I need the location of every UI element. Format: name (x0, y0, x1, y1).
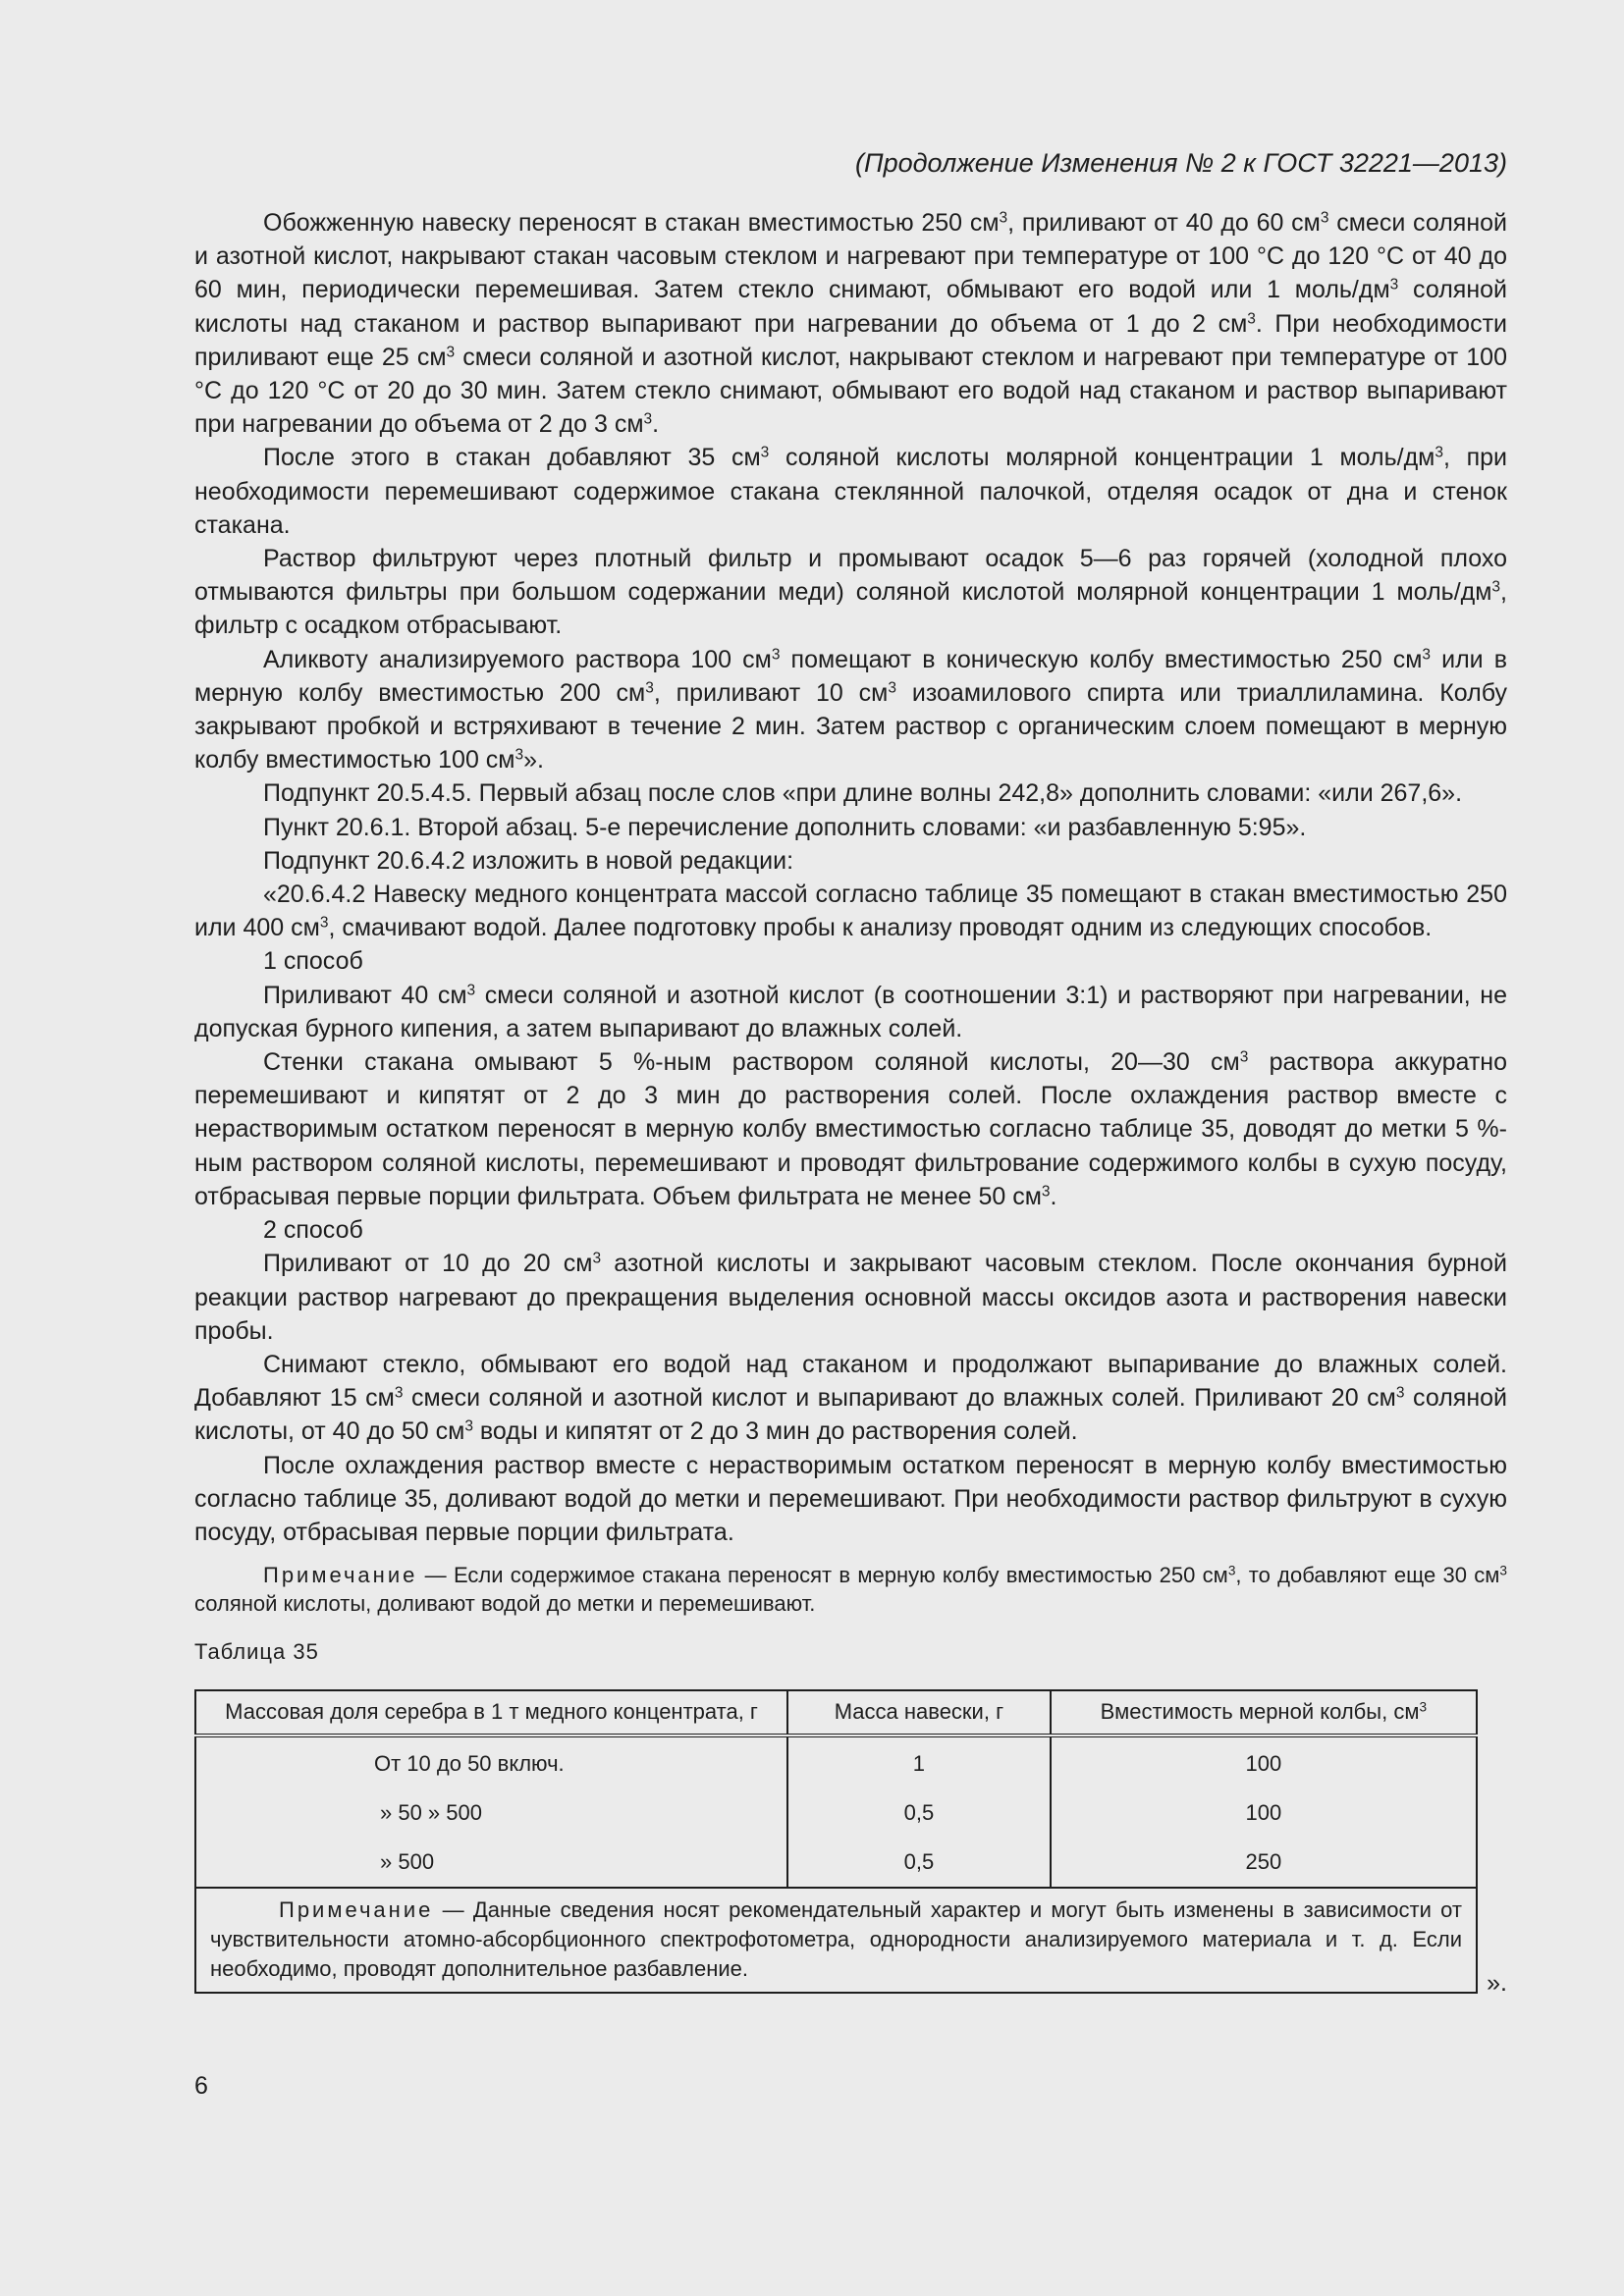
text-run: , приливают 10 см (653, 678, 889, 707)
superscript: 3 (1491, 578, 1501, 596)
text-run: соляной кислоты, от 40 до 50 см (194, 1384, 1507, 1446)
paragraph (194, 643, 1507, 777)
superscript: 3 (1041, 1183, 1051, 1201)
paragraph (194, 776, 1507, 810)
cell-sample-mass: 1 (787, 1735, 1051, 1789)
paragraph (194, 1449, 1507, 1550)
superscript: 3 (446, 344, 456, 361)
cell-flask-volume: 100 (1051, 1789, 1477, 1838)
text-run: Приливают 40 см (263, 981, 467, 1009)
table-wrapper (194, 1689, 1507, 1998)
text-run: 1 способ (263, 947, 363, 976)
text-run: . (1050, 1182, 1057, 1210)
text-run: Раствор фильтруют через плотный фильтр и промывают осадок 5—6 раз горячей (холодной плохо отмываются фильтры при большом содержании меди) соляной кислотой молярной концентрации 1 моль/дм (194, 545, 1507, 607)
paragraph (194, 1045, 1507, 1213)
superscript: 3 (394, 1384, 404, 1402)
superscript: 3 (760, 444, 770, 461)
superscript: 3 (1227, 1563, 1236, 1578)
text-run: , фильтр с осадком отбрасывают. (194, 578, 1507, 640)
cell-flask-volume: 100 (1051, 1735, 1477, 1789)
text-run: Аликвоту анализируемого раствора 100 см (263, 645, 772, 673)
header-flask-volume-text: Вместимость мерной колбы, см (1100, 1699, 1420, 1725)
text-run: После охлаждения раствор вместе с нерастворимым остатком переносят в мерную колбу вместимостью согласно таблице 35, доливают водой до метки и перемешивают. При необходимости раствор фильтруют в сухую посуду, отбрасывая первые порции фильтрата. (194, 1451, 1507, 1546)
superscript: 3 (466, 982, 476, 999)
paragraph (194, 979, 1507, 1045)
header-flask-volume (1051, 1690, 1477, 1735)
cell-flask-volume: 250 (1051, 1838, 1477, 1888)
text-run: помещают в коническую колбу вместимостью 250 см (780, 645, 1423, 673)
table-title: Таблица 35 (194, 1639, 319, 1665)
document-body (194, 206, 1507, 1998)
table-row (195, 1838, 1477, 1888)
table-35 (194, 1689, 1478, 1994)
table-row (195, 1735, 1477, 1789)
cell-silver-fraction: От 10 до 50 включ. (195, 1735, 787, 1789)
paragraphs (194, 206, 1507, 1549)
text-run: Подпункт 20.6.4.2 изложить в новой редакции: (263, 846, 794, 875)
superscript: 3 (464, 1417, 473, 1435)
cell-silver-fraction: » 50 » 500 (195, 1789, 787, 1838)
paragraph (194, 206, 1507, 441)
text-run: соляной кислоты, доливают водой до метки и перемешивают. (194, 1590, 816, 1616)
superscript: 3 (514, 746, 524, 764)
text-run: изоамилового спирта или триаллиламина. Колбу закрывают пробкой и встряхивают в течение 2 мин. Затем раствор с органическим слоем помещают в мерную колбу вместимостью 100 см (194, 678, 1507, 774)
text-run: Стенки стакана омывают 5 %-ным раствором соляной кислоты, 20—30 см (263, 1048, 1240, 1077)
text-run: смеси соляной и азотной кислот, накрывают стеклом и нагревают при температуре от 100 °С до 120 °С от 20 до 30 мин. Затем стекло снимают, обмывают его водой над стаканом и раствор выпаривают при нагревании до объема от 2 до 3 см (194, 343, 1507, 439)
table-row (195, 1789, 1477, 1838)
continuation-header: (Продолжение Изменения № 2 к ГОСТ 32221—2013) (855, 148, 1507, 178)
text-run: «20.6.4.2 Навеску медного концентрата массой согласно таблице 35 помещают в стакан вместимостью 250 или 400 см (194, 881, 1507, 942)
text-run: — Если содержимое стакана переносят в мерную колбу вместимостью 250 см (417, 1563, 1228, 1588)
paragraph (194, 542, 1507, 643)
superscript: 3 (592, 1250, 602, 1267)
superscript: 3 (1389, 276, 1399, 294)
superscript: 3 (1239, 1048, 1249, 1066)
text-run: Приливают от 10 до 20 см (263, 1250, 593, 1278)
table-header-row (195, 1690, 1477, 1735)
superscript: 3 (1320, 209, 1329, 227)
text-run: Подпункт 20.5.4.5. Первый абзац после слов «при длине волны 242,8» дополнить словами: «или 267,6». (263, 779, 1463, 808)
superscript: 3 (771, 646, 781, 664)
cell-sample-mass: 0,5 (787, 1789, 1051, 1838)
superscript: 3 (1422, 646, 1432, 664)
header-silver-fraction: Массовая доля серебра в 1 т медного концентрата, г (195, 1690, 787, 1735)
text-run: , то добавляют еще 30 см (1235, 1563, 1500, 1588)
text-run: воды и кипятят от 2 до 3 мин до растворения солей. (472, 1417, 1078, 1446)
paragraph (194, 844, 1507, 878)
paragraph (194, 944, 1507, 978)
superscript: 3 (1247, 310, 1256, 328)
table-note-row (195, 1888, 1477, 1993)
table-note (195, 1888, 1477, 1993)
text-run: , при необходимости перемешивают содержимое стакана стеклянной палочкой, отделяя осадок от дна и стенок стакана. (194, 444, 1507, 539)
superscript: 3 (1499, 1563, 1507, 1578)
text-run: , приливают от 40 до 60 см (1007, 209, 1321, 237)
text-run: , смачивают водой. Далее подготовку пробы к анализу проводят одним из следующих способов. (328, 914, 1433, 942)
paragraph (194, 441, 1507, 542)
text-run: Пункт 20.6.1. Второй абзац. 5-е перечисление дополнить словами: «и разбавленную 5:95». (263, 813, 1307, 841)
paragraph (194, 811, 1507, 844)
table-note-text: — Данные сведения носят рекомендательный характер и могут быть изменены в зависимости от чувствительности атомно-абсорбционного спектрофотометра, однородности анализируемого материала и т. д. Если необходимо, проводят дополнительное разбавление. (210, 1897, 1462, 1982)
superscript: 3 (1395, 1384, 1405, 1402)
text-run: Обожженную навеску переносят в стакан вместимостью 250 см (263, 209, 1000, 237)
paragraph (194, 878, 1507, 944)
text-run: смеси соляной и азотной кислот (в соотношении 3:1) и растворяют при нагревании, не допуская бурного кипения, а затем выпаривают до влажных солей. (194, 981, 1507, 1042)
text-run: 2 способ (263, 1216, 363, 1245)
text-run: смеси соляной и азотной кислот и выпаривают до влажных солей. Приливают 20 см (403, 1384, 1396, 1413)
superscript: 3 (888, 679, 896, 697)
table-note-label: Примечание (279, 1897, 434, 1923)
text-run: соляной кислоты молярной концентрации 1 моль/дм (769, 444, 1435, 472)
superscript: 3 (643, 410, 653, 428)
paragraph (194, 1348, 1507, 1449)
text-run: смеси соляной и азотной кислот, накрывают стакан часовым стеклом и нагревают при температуре от 100 °С до 120 °С от 40 до 60 мин, периодически перемешивая. Затем стекло снимают, обмывают его водой или 1 моль/дм (194, 209, 1507, 304)
superscript: 3 (999, 209, 1008, 227)
text-run: Снимают стекло, обмывают его водой над стаканом и продолжают выпаривание до влажных солей. Добавляют 15 см (194, 1350, 1507, 1413)
superscript: 3 (645, 679, 654, 697)
text-run: соляной кислоты над стаканом и раствор выпаривают при нагревании до объема от 1 до 2 см (194, 276, 1507, 338)
text-run: После этого в стакан добавляют 35 см (263, 444, 761, 472)
header-sample-mass: Масса навески, г (787, 1690, 1051, 1735)
text-run: или в мерную колбу вместимостью 200 см (194, 645, 1507, 707)
note (194, 1562, 1507, 1618)
superscript: 3 (1435, 444, 1443, 461)
cell-silver-fraction: » 500 (195, 1838, 787, 1888)
text-run: раствора аккуратно перемешивают и кипятят от 2 до 3 мин до растворения солей. После охлаждения раствор вместе с нерастворимым остатком переносят в мерную колбу вместимостью согласно таблице 35, доводят до метки 5 %-ным раствором соляной кислоты, перемешивают и проводят фильтрование содержимого колбы в сухую посуду, отбрасывая первые порции фильтрата. Объем фильтрата не менее 50 см (194, 1048, 1507, 1210)
page-number: 6 (194, 2072, 208, 2100)
text-run: . (652, 410, 660, 439)
paragraph (194, 1247, 1507, 1348)
text-run: азотной кислоты и закрывают часовым стеклом. После окончания бурной реакции раствор нагревают до прекращения выделения основной массы оксидов азота и растворения навески пробы. (194, 1250, 1507, 1345)
text-run: ». (523, 746, 544, 774)
text-run: . При необходимости приливают еще 25 см (194, 309, 1507, 371)
header-flask-volume-sup: 3 (1419, 1699, 1428, 1715)
cell-sample-mass: 0,5 (787, 1838, 1051, 1888)
superscript: 3 (319, 914, 329, 932)
note-label: Примечание (263, 1563, 418, 1588)
paragraph (194, 1213, 1507, 1247)
closing-quote: ». (1487, 1969, 1507, 1998)
